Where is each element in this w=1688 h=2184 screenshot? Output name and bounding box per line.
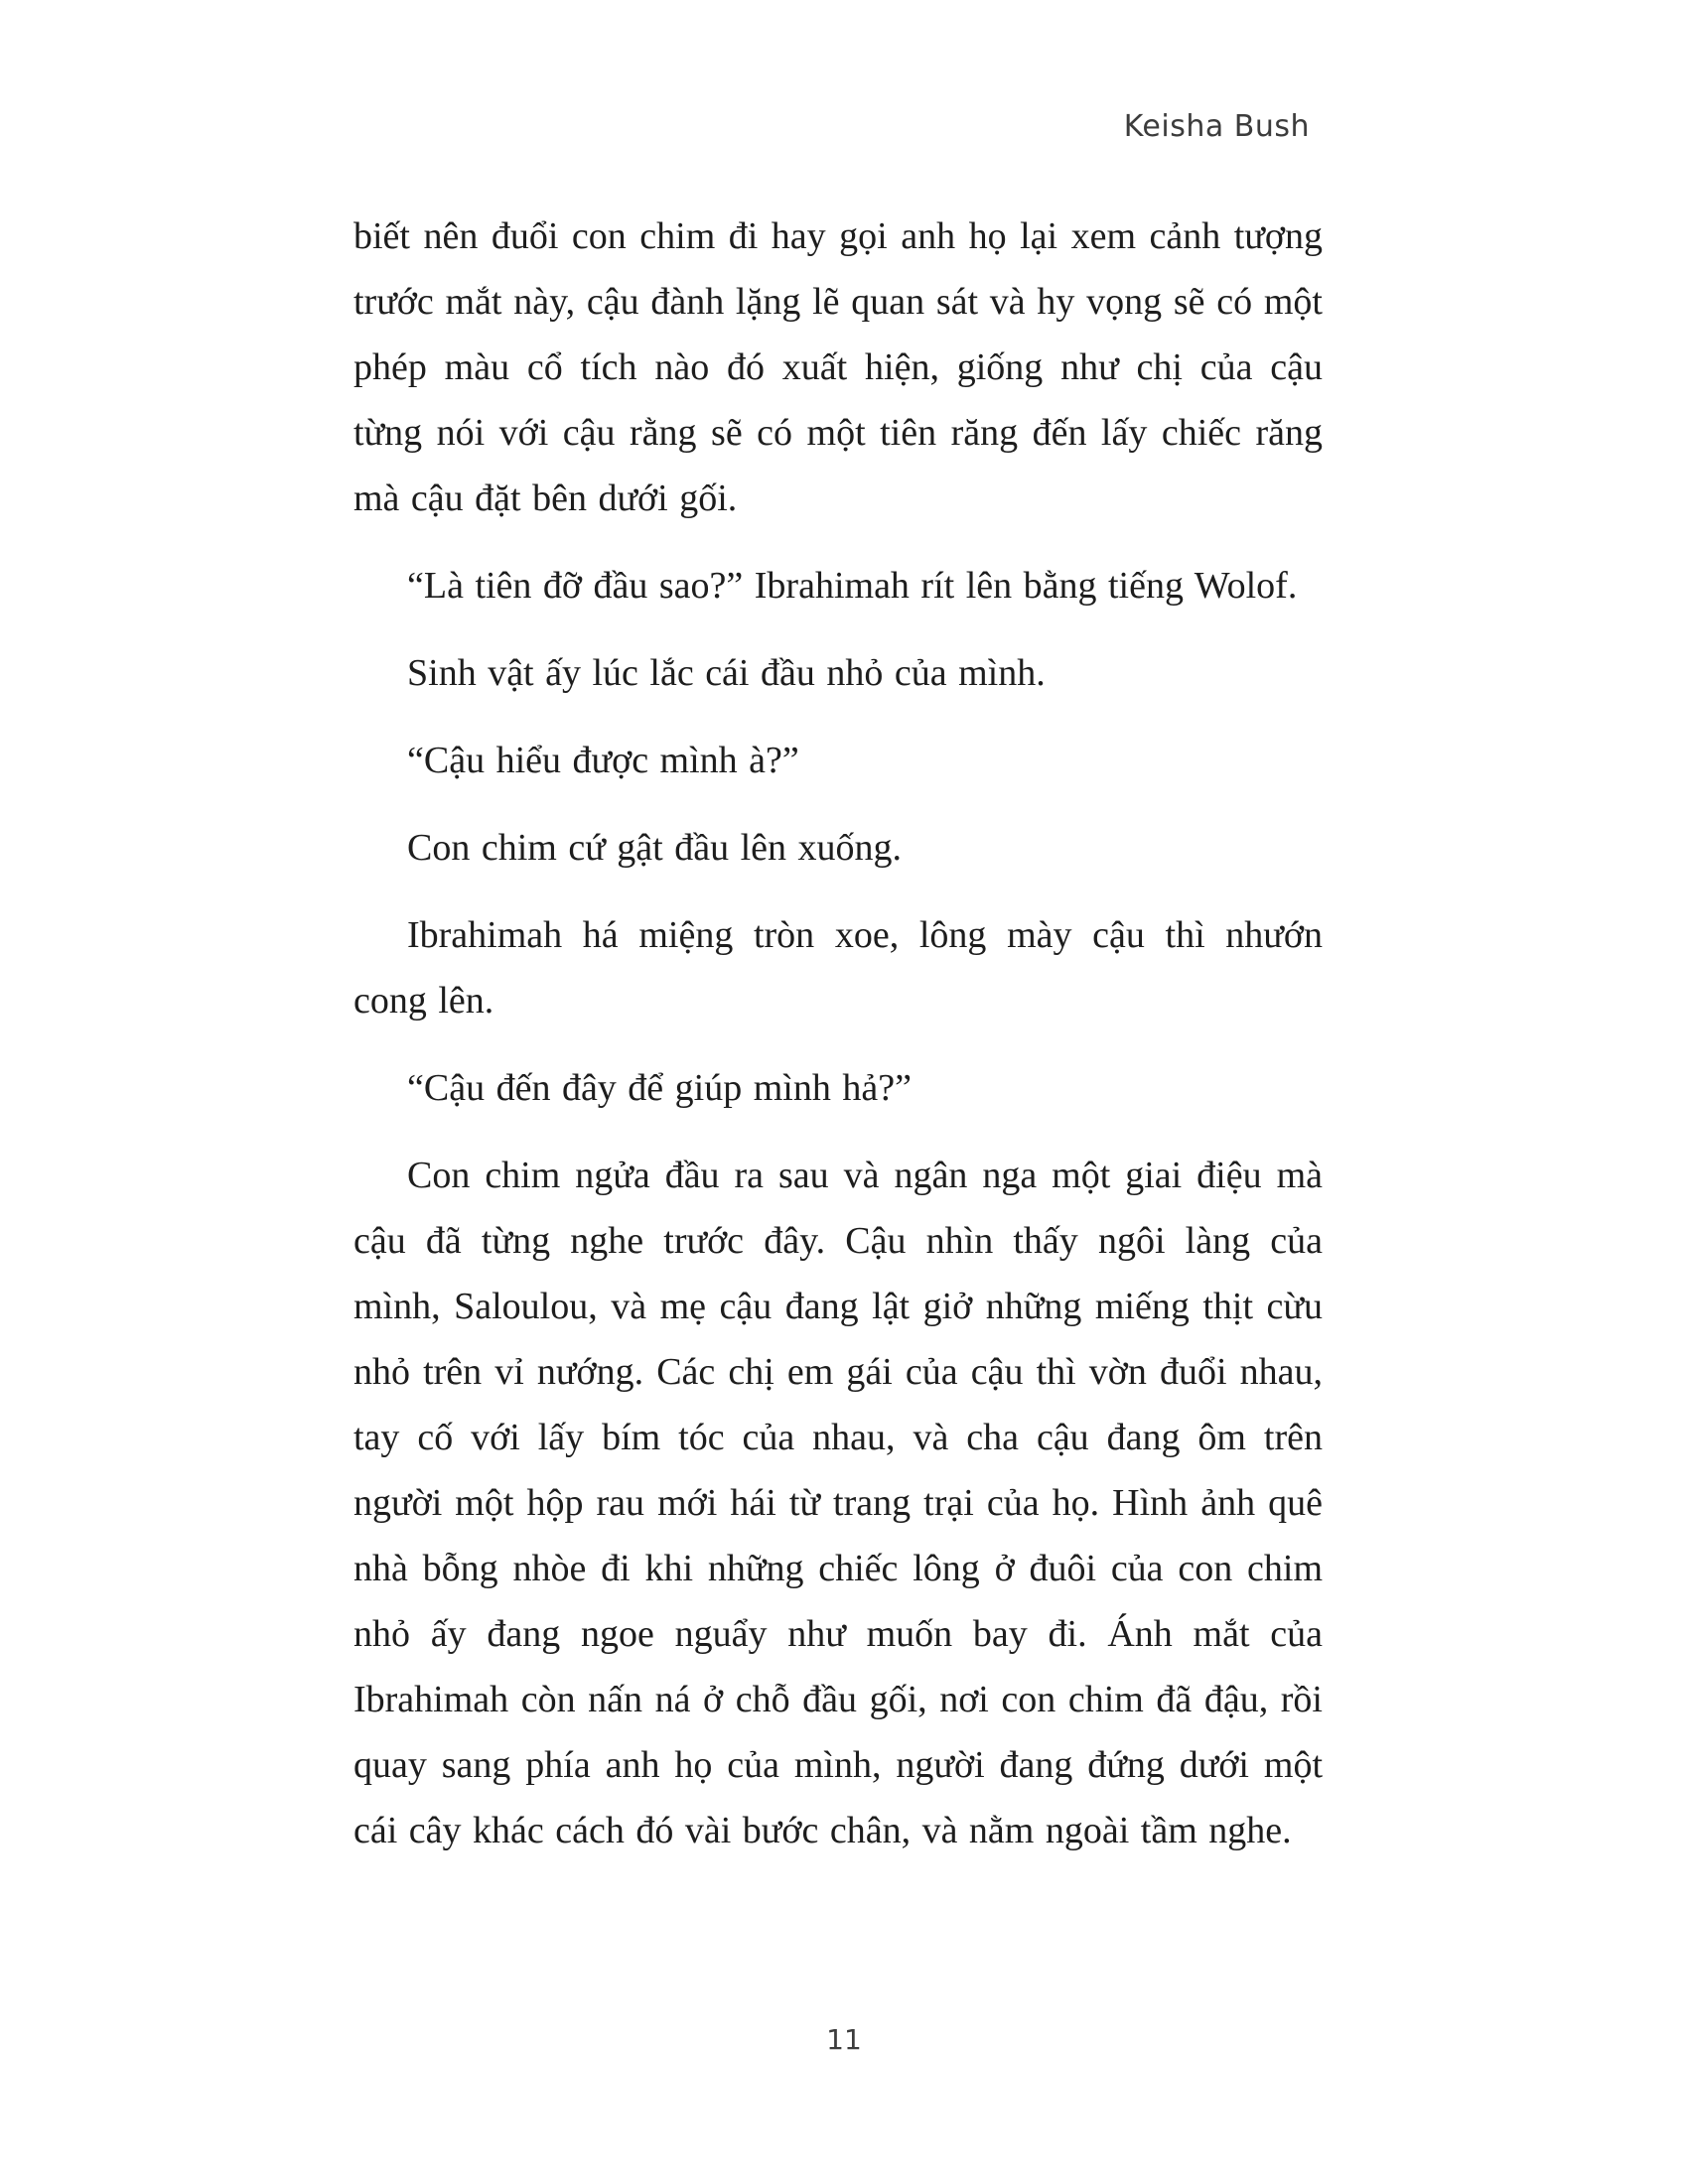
- paragraph-dialogue: “Cậu hiểu được mình à?”: [407, 740, 799, 781]
- body-text: [353, 204, 1323, 1885]
- running-header-author: Keisha Bush: [1123, 109, 1310, 144]
- paragraph: Con chim cứ gật đầu lên xuống.: [407, 827, 903, 869]
- paragraph: Ibrahimah há miệng tròn xoe, lông mày cậu thì nhướn cong lên.: [353, 914, 1323, 1022]
- paragraph: biết nên đuổi con chim đi hay gọi anh họ lại xem cảnh tượng trước mắt này, cậu đành lặng lẽ quan sát và hy vọng sẽ có một phép màu cổ tích nào đó xuất hiện, giống như chị của cậu từng nói với cậu rằng sẽ có một tiên răng đến lấy chiếc răng mà cậu đặt bên dưới gối.: [353, 215, 1323, 519]
- paragraph: Con chim ngửa đầu ra sau và ngân nga một giai điệu mà cậu đã từng nghe trước đây. Cậu nhìn thấy ngôi làng của mình, Saloulou, và mẹ cậu đang lật giở những miếng thịt cừu nhỏ trên vỉ nướng. Các chị em gái của cậu thì vờn đuổi nhau, tay cố với lấy bím tóc của nhau, và cha cậu đang ôm trên người một hộp rau mới hái từ trang trại của họ. Hình ảnh quê nhà bỗng nhòe đi khi những chiếc lông ở đuôi của con chim nhỏ ấy đang ngoe nguẩy như muốn bay đi. Ánh mắt của Ibrahimah còn nấn ná ở chỗ đầu gối, nơi con chim đã đậu, rồi quay sang phía anh họ của mình, người đang đứng dưới một cái cây khác cách đó vài bước chân, và nằm ngoài tầm nghe.: [353, 1155, 1323, 1851]
- paragraph: Sinh vật ấy lúc lắc cái đầu nhỏ của mình.: [407, 652, 1046, 694]
- paragraph-dialogue: “Cậu đến đây để giúp mình hả?”: [407, 1067, 912, 1109]
- page-number: 11: [826, 2023, 862, 2056]
- paragraph-dialogue: “Là tiên đỡ đầu sao?” Ibrahimah rít lên bằng tiếng Wolof.: [407, 565, 1298, 607]
